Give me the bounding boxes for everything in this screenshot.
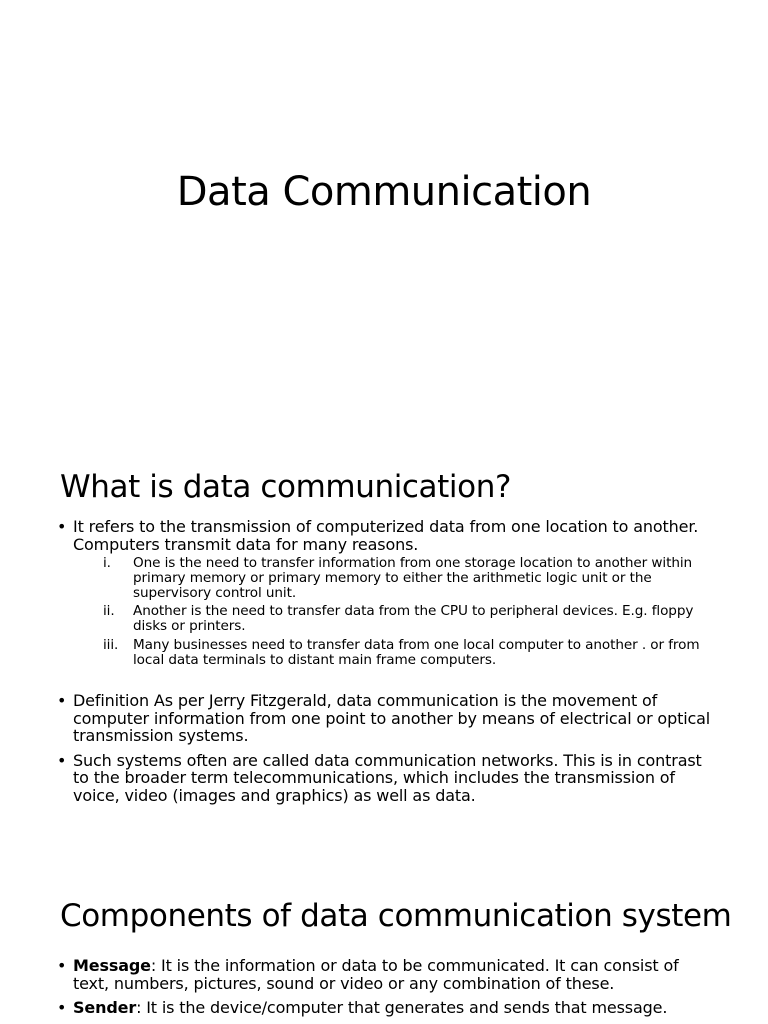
- components-list: [57, 957, 717, 1024]
- bullet-text: Definition As per Jerry Fitzgerald, data communication is the movement of computer information from one point to another by means of electrical or optical transmission systems.: [73, 691, 711, 745]
- list-item: [57, 692, 717, 745]
- bullet-marker: •: [57, 517, 67, 536]
- roman-marker: iii.: [103, 636, 119, 653]
- list-item: [86, 638, 717, 668]
- bullet-marker: •: [57, 956, 67, 975]
- section-heading-what-is: What is data communication?: [60, 469, 511, 505]
- slide-title: Data Communication: [176, 169, 592, 215]
- intro-list: [57, 518, 717, 672]
- bullet-marker: •: [57, 750, 67, 770]
- section-heading-components: Components of data communication system: [60, 898, 732, 934]
- bullet-marker: •: [57, 691, 67, 710]
- component-term: Message: [73, 956, 151, 975]
- bullet-text: Such systems often are called data communication networks. This is in contrast to the broader term telecommunications, which includes the transmission of voice, video (images and graphics) as well as data.: [73, 750, 702, 805]
- component-description: : It is the device/computer that generates and sends that message.: [136, 998, 668, 1017]
- reason-text: One is the need to transfer information from one storage location to another within primary memory or primary memory to either the arithmetic logic unit or the supervisory control unit.: [133, 555, 693, 601]
- reason-text: Another is the need to transfer data from the CPU to peripheral devices. E.g. floppy disks or printers.: [133, 603, 694, 635]
- bullet-marker: •: [57, 998, 67, 1017]
- roman-marker: i.: [103, 555, 111, 571]
- list-item: [57, 957, 717, 992]
- definition-list: [57, 692, 717, 811]
- reasons-list: [73, 556, 717, 668]
- roman-marker: ii.: [103, 603, 115, 620]
- list-item: [57, 518, 717, 668]
- bullet-text: It refers to the transmission of computerized data from one location to another. Computers transmit data for many reasons.: [73, 517, 699, 554]
- list-item: [57, 752, 717, 805]
- list-item: [86, 556, 717, 600]
- component-term: Sender: [73, 998, 137, 1017]
- component-description: : It is the information or data to be communicated. It can consist of text, numbers, pictures, sound or video or any combination of these.: [73, 956, 679, 993]
- reason-text: Many businesses need to transfer data from one local computer to another . or from local data terminals to distant main frame computers.: [133, 636, 700, 668]
- list-item: [57, 999, 717, 1017]
- list-item: [86, 604, 717, 634]
